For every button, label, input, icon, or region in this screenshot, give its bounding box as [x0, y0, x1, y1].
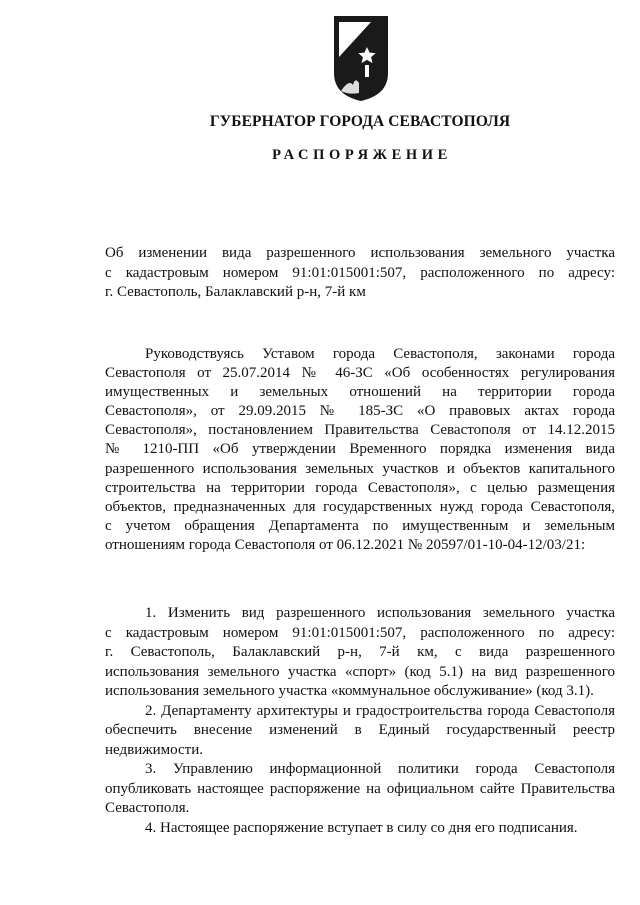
item-3-line: 3. Управлению информационной политики города Севастополя — [145, 761, 615, 777]
item-1-line: использования земельного участка «спорт» (код 5.1) на вид разрешенного — [105, 663, 615, 680]
preamble-line: Руководствуясь Уставом города Севастополя, законами города — [145, 346, 615, 362]
item-2-line: обеспечить внесение изменений в Единый государственный реестр — [105, 722, 615, 738]
preamble-line: отношениям города Севастополя от 06.12.2021 № 20597/01-10-04-12/03/21: — [105, 536, 586, 553]
item-2-line: недвижимости. — [105, 741, 203, 758]
preamble-line: Севастополя от 25.07.2014 № 46-ЗС «Об особенностях регулирования — [105, 365, 615, 382]
item-1-line: использования земельного участка «коммунальное обслуживание» (код 3.1). — [105, 683, 594, 699]
preamble-line: имущественных и земельных отношений на территории города — [105, 384, 615, 401]
document-subject — [105, 244, 615, 303]
item-1-line: 1. Изменить вид разрешенного использования земельного участка — [145, 605, 615, 621]
preamble-paragraph — [105, 345, 615, 555]
order-items — [105, 604, 615, 838]
subject-line: г. Севастополь, Балаклавский р-н, 7-й км — [105, 284, 366, 300]
item-1-line: г. Севастополь, Балаклавский р-н, 7-й км, с вида разрешенного — [105, 644, 615, 660]
document-type: РАСПОРЯЖЕНИЕ — [272, 147, 452, 163]
preamble-line: объектов, предназначенных для государственных нужд города Севастополя, — [105, 498, 615, 515]
item-4-line: 4. Настоящее распоряжение вступает в силу со дня его подписания. — [145, 819, 578, 836]
sevastopol-coat-of-arms-icon — [331, 13, 391, 103]
item-1-line: с кадастровым номером 91:01:015001:507, расположенного по адресу: — [105, 624, 615, 641]
preamble-line: с учетом обращения Департамента по имущественным и земельным — [105, 517, 615, 534]
item-2-line: 2. Департаменту архитектуры и градостроительства города Севастополя — [145, 702, 615, 719]
subject-line: с кадастровым номером 91:01:015001:507, расположенного по адресу: — [105, 264, 615, 281]
preamble-line: разрешенного использования земельных участков и объектов капитального — [105, 460, 615, 477]
preamble-line: Севастополя», от 29.09.2015 № 185-ЗС «О правовых актах города — [105, 403, 615, 420]
subject-line: Об изменении вида разрешенного использования земельного участка — [105, 245, 615, 261]
preamble-line: Севастополя», постановлением Правительства Севастополя от 14.12.2015 — [105, 422, 615, 439]
issuing-authority: ГУБЕРНАТОР ГОРОДА СЕВАСТОПОЛЯ — [209, 113, 511, 130]
item-3-line: опубликовать настоящее распоряжение на официальном сайте Правительства — [105, 780, 615, 797]
preamble-line: строительства на территории города Севастополя», с целью размещения — [105, 479, 615, 496]
item-3-line: Севастополя. — [105, 800, 190, 816]
preamble-line: № 1210-ПП «Об утверждении Временного порядка изменения вида — [105, 441, 615, 458]
